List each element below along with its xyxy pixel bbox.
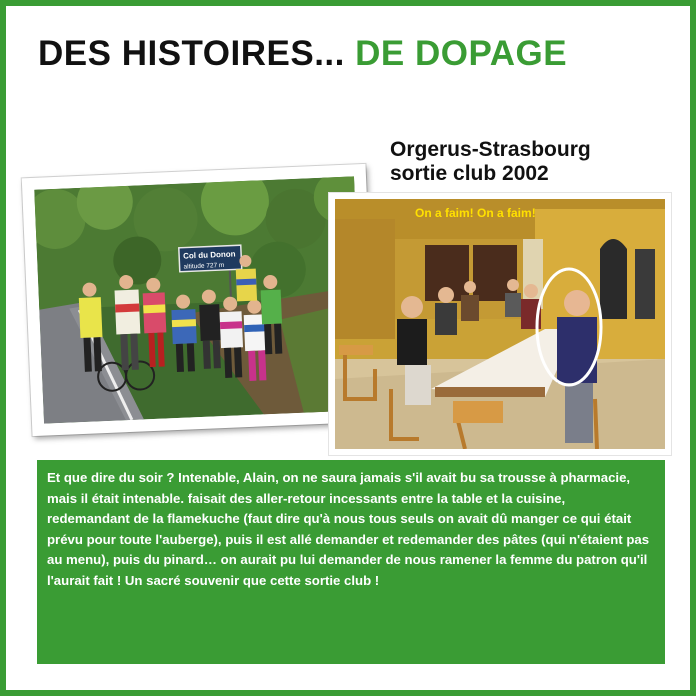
title-part-dark: DES HISTOIRES... [38,34,345,73]
title-part-green: DE DOPAGE [355,34,568,73]
story-text: Et que dire du soir ? Intenable, Alain, on ne saura jamais s'il avait bu sa trousse à pharmacie, mais il était intenable. faisait des aller-retour incessants entre la table et la cuisine, redemandant de la flamekuche (faut dire qu'à nous tous seuls on avait dû manger ce qui était prévu pour toute l'auberge), puis il est allé demander et redemander des pâtes (qui n'étaient pas au menu), puis du pinard… on aurait pu lui demander de nous ramener la femme du patron qu'il l'aurait fait ! Un sacré souvenir que cette sortie club ! [47,470,650,588]
caption-line-1: Orgerus-Strasbourg [390,138,591,161]
caption-line-2: sortie club 2002 [390,162,549,185]
restaurant-photo-image [335,199,665,449]
banner-text: On a faim! On a faim! [415,206,536,220]
cyclists-photo-image [34,176,364,423]
photo-caption [390,138,591,186]
sign-name: Col du Donon [182,249,236,261]
page-title [38,36,567,71]
sign-altitude: altitude 727 m [183,261,225,271]
story-box [37,460,665,664]
cyclists-photo [22,164,377,436]
restaurant-photo [329,193,671,455]
